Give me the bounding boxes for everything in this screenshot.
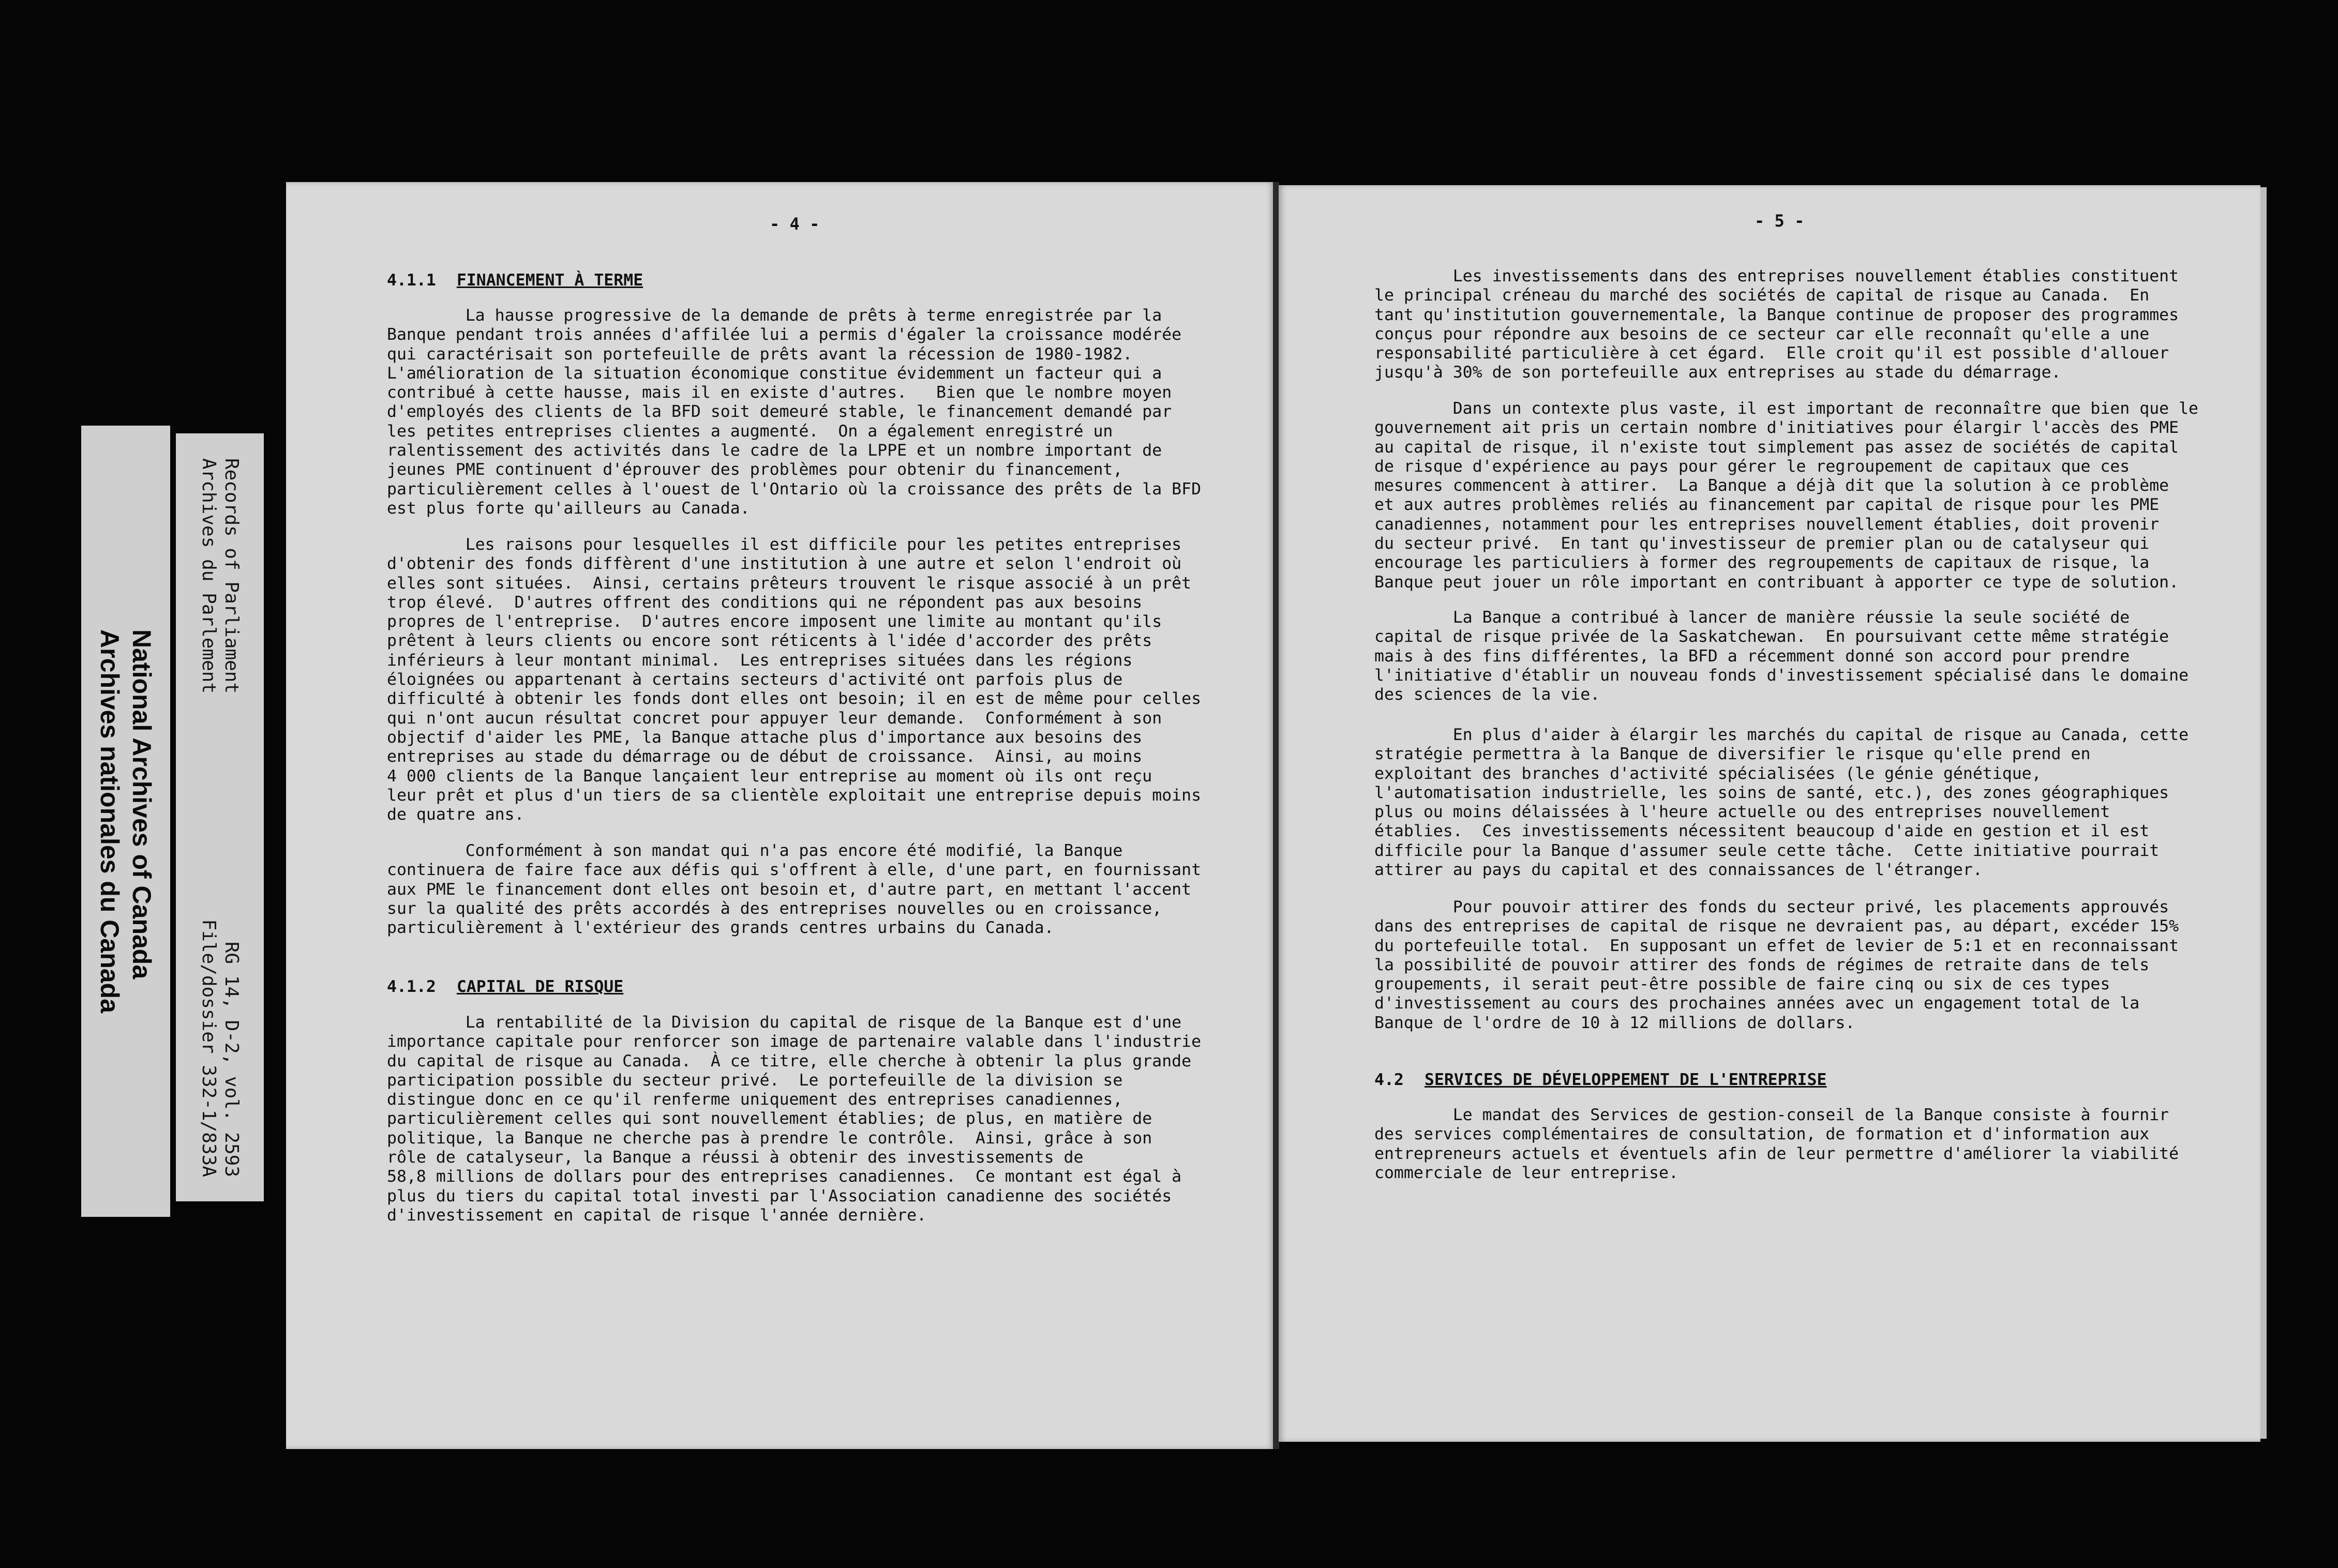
text-line: canadiennes, notamment pour les entreprises nouvellement établies, doit provenir xyxy=(1374,515,2160,534)
text-line: de quatre ans. xyxy=(387,805,524,824)
text-line: particulièrement à l'extérieur des grands centres urbains du Canada. xyxy=(387,918,1054,938)
text-line: attirer au pays du capital et des connaissances de l'étranger. xyxy=(1374,861,1983,880)
records-reference: RG 14, D-2, vol. 2593 xyxy=(221,941,242,1177)
page-edge xyxy=(2260,187,2267,1439)
section-number: 4.1.2 xyxy=(387,977,436,996)
paragraph xyxy=(1374,726,2189,880)
text-line: le principal créneau du marché des sociétés de capital de risque au Canada. En xyxy=(1374,286,2150,305)
text-line: dans des entreprises de capital de risque ne devraient pas, au départ, excéder 15% xyxy=(1374,917,2179,936)
section-number: 4.1.1 xyxy=(387,271,436,290)
text-line: qui n'ont aucun résultat concret pour appuyer leur demande. Conformément à son xyxy=(387,708,1162,728)
text-line: mais à des fins différentes, la BFD a récemment donné son accord pour prendre xyxy=(1374,646,2130,666)
left-page xyxy=(286,182,1274,1449)
text-line: établies. Ces investissements nécessitent beaucoup d'aide en gestion et il est xyxy=(1374,822,2150,841)
text-line: d'investissement en capital de risque l'année dernière. xyxy=(387,1205,927,1225)
text-line: ralentissement des activités dans le cadre de la LPPE et un nombre important de xyxy=(387,441,1162,460)
text-line: prêtent à leurs clients ou encore sont réticents à l'idée d'accorder des prêts xyxy=(387,631,1152,651)
section-number: 4.2 xyxy=(1374,1071,1404,1089)
text-line: inférieurs à leur montant minimal. Les entreprises situées dans les régions xyxy=(387,651,1133,670)
text-line: commerciale de leur entreprise. xyxy=(1374,1163,1678,1182)
text-line: la possibilité de pouvoir attirer des fonds de régimes de retraite dans de tels xyxy=(1374,955,2150,974)
text-line: gouvernement ait pris un certain nombre d'initiatives pour élargir l'accès des PME xyxy=(1374,418,2179,438)
text-line: du secteur privé. En tant qu'investisseur de premier plan ou de catalyseur qui xyxy=(1374,534,2150,553)
text-line: contribué à cette hausse, mais il en existe d'autres. Bien que le nombre moyen xyxy=(387,383,1172,402)
text-line: elles sont situées. Ainsi, certains prêteurs trouvent le risque associé à un prêt xyxy=(387,574,1192,593)
section-title: CAPITAL DE RISQUE xyxy=(456,977,624,996)
page-number: - 5 - xyxy=(1755,211,1805,231)
paragraph xyxy=(1374,898,2179,1033)
text-line: au capital de risque, il n'existe tout simplement pas assez de sociétés de capital xyxy=(1374,438,2179,457)
text-line: mesures commencent à attirer. La Banque a déjà dit que la solution à ce problème xyxy=(1374,476,2169,495)
text-line: groupements, il serait peut-être possible de faire cinq ou six de ces types xyxy=(1374,975,2110,994)
text-line: l'initiative d'établir un nouveau fonds d'investissement spécialisé dans le domaine xyxy=(1374,666,2189,685)
text-line: et aux autres problèmes reliés au financement par capital de risque pour les PME xyxy=(1374,495,2160,515)
text-line: est plus forte qu'ailleurs au Canada. xyxy=(387,499,750,518)
text-line: leur prêt et plus d'un tiers de sa clientèle exploitait une entreprise depuis moins xyxy=(387,786,1202,805)
text-line: plus du tiers du capital total investi par l'Association canadienne des sociétés xyxy=(387,1186,1172,1205)
text-line: exploitant des branches d'activité spécialisées (le génie génétique, xyxy=(1374,764,2042,783)
text-line: plus ou moins délaissées à l'heure actuelle ou des entreprises nouvellement xyxy=(1374,803,2110,822)
text-line: particulièrement celles à l'ouest de l'Ontario où la croissance des prêts de la BFD xyxy=(387,479,1202,499)
paragraph xyxy=(387,841,1201,938)
records-label-text xyxy=(197,458,243,1177)
text-line: Dans un contexte plus vaste, il est important de reconnaître que bien que le xyxy=(1374,399,2199,418)
text-line: difficulté à obtenir les fonds dont elles ont besoin; il en est de même pour celles xyxy=(387,689,1202,708)
text-line: d'employés des clients de la BFD soit demeuré stable, le financement demandé par xyxy=(387,402,1172,421)
text-line: trop élevé. D'autres offrent des conditions qui ne répondent pas aux besoins xyxy=(387,593,1143,612)
text-line: l'automatisation industrielle, les soins de santé, etc.), des zones géographiques xyxy=(1374,783,2169,802)
text-line: En plus d'aider à élargir les marchés du capital de risque au Canada, cette xyxy=(1374,726,2189,744)
text-line: La rentabilité de la Division du capital de risque de la Banque est d'une xyxy=(387,1013,1182,1032)
text-line: propres de l'entreprise. D'autres encore imposent une limite au montant qu'ils xyxy=(387,612,1162,631)
text-line: entreprises au stade du démarrage ou de début de croissance. Ainsi, au moins xyxy=(387,747,1143,766)
text-line: Banque peut jouer un rôle important en contribuant à apporter ce type de solution. xyxy=(1374,572,2179,592)
paragraph xyxy=(1374,267,2179,383)
text-line: entrepreneurs actuels et éventuels afin de leur permettre d'améliorer la viabilité xyxy=(1374,1144,2179,1163)
section-heading-4-1-2 xyxy=(387,977,623,997)
text-line: des sciences de la vie. xyxy=(1374,685,1600,704)
archive-name-fr: Archives nationales du Canada xyxy=(95,629,124,1013)
text-line: 4 000 clients de la Banque lançaient leur entreprise au moment où ils ont reçu xyxy=(387,766,1152,786)
text-line: 58,8 millions de dollars pour des entreprises canadiennes. Ce montant est égal à xyxy=(387,1167,1182,1186)
text-line: aux PME le financement dont elles ont besoin et, d'autre part, en mettant l'accent xyxy=(387,880,1192,899)
right-page xyxy=(1279,185,2260,1442)
text-line: du capital de risque au Canada. À ce titre, elle cherche à obtenir la plus grande xyxy=(387,1051,1192,1071)
records-line-1 xyxy=(220,458,243,1177)
text-line: importance capitale pour renforcer son image de partenaire valable dans l'industrie xyxy=(387,1032,1202,1051)
text-line: politique, la Banque ne cherche pas à prendre le contrôle. Ainsi, grâce à son xyxy=(387,1128,1152,1148)
text-line: les petites entreprises clientes a augmenté. On a également enregistré un xyxy=(387,421,1113,441)
text-line: éloignées ou appartenant à certains secteurs d'activité ont parfois plus de xyxy=(387,670,1123,689)
archive-label-tag xyxy=(81,426,170,1217)
section-heading-4-1-1 xyxy=(387,271,643,290)
paragraph xyxy=(1374,1106,2179,1183)
text-line: distingue donc en ce qu'il renferme uniquement des entreprises canadiennes, xyxy=(387,1090,1123,1109)
text-line: L'amélioration de la situation économique constitue évidemment un facteur qui a xyxy=(387,364,1162,383)
text-line: Le mandat des Services de gestion-conseil de la Banque consiste à fournir xyxy=(1374,1106,2169,1124)
records-name-fr: Archives du Parlement xyxy=(198,458,219,693)
text-line: Les investissements dans des entreprises nouvellement établies constituent xyxy=(1374,267,2179,285)
records-file-number: File/dossier 332-1/833A xyxy=(198,919,219,1177)
text-line: responsabilité particulière à cet égard. Elle croit qu'il est possible d'allouer xyxy=(1374,344,2169,363)
text-line: Conformément à son mandat qui n'a pas encore été modifié, la Banque xyxy=(387,841,1123,860)
records-name-en: Records of Parliament xyxy=(221,458,242,693)
text-line: La Banque a contribué à lancer de manière réussie la seule société de xyxy=(1374,608,2130,627)
text-line: rôle de catalyseur, la Banque a réussi à obtenir des investissements de xyxy=(387,1148,1084,1167)
records-label-tag xyxy=(176,433,264,1201)
paragraph xyxy=(387,306,1201,518)
paragraph xyxy=(1374,399,2198,592)
archive-name-en: National Archives of Canada xyxy=(127,629,156,979)
section-title: SERVICES DE DÉVELOPPEMENT DE L'ENTREPRISE xyxy=(1424,1071,1827,1089)
text-line: du portefeuille total. En supposant un effet de levier de 5:1 et en reconnaissant xyxy=(1374,936,2179,955)
paragraph xyxy=(387,1013,1201,1225)
text-line: d'investissement au cours des prochaines années avec un engagement total de la xyxy=(1374,994,2140,1013)
text-line: jusqu'à 30% de son portefeuille aux entreprises au stade du démarrage. xyxy=(1374,363,2061,382)
paragraph xyxy=(1374,608,2189,704)
paragraph xyxy=(387,535,1201,824)
text-line: encourage les particuliers à former des regroupements de capitaux de risque, la xyxy=(1374,553,2150,572)
text-line: continuera de faire face aux défis qui s'offrent à elle, d'une part, en fournissant xyxy=(387,861,1202,880)
section-heading-4-2 xyxy=(1374,1071,1826,1090)
text-line: Les raisons pour lesquelles il est difficile pour les petites entreprises xyxy=(387,535,1182,554)
text-line: objectif d'aider les PME, la Banque attache plus d'importance aux besoins des xyxy=(387,728,1143,747)
text-line: jeunes PME continuent d'éprouver des problèmes pour obtenir du financement, xyxy=(387,460,1123,479)
text-line: Banque de l'ordre de 10 à 12 millions de dollars. xyxy=(1374,1013,1855,1032)
text-line: Pour pouvoir attirer des fonds du secteur privé, les placements approuvés xyxy=(1374,898,2169,916)
text-line: tant qu'institution gouvernementale, la Banque continue de proposer des programmes xyxy=(1374,305,2179,324)
text-line: stratégie permettra à la Banque de diversifier le risque qu'elle prend en xyxy=(1374,745,2091,764)
text-line: de risque d'expérience au pays pour gérer le regroupement de capitaux que ces xyxy=(1374,457,2130,476)
records-line-2 xyxy=(197,458,220,1177)
text-line: qui caractérisait son portefeuille de prêts avant la récession de 1980-1982. xyxy=(387,344,1133,364)
text-line: La hausse progressive de la demande de prêts à terme enregistrée par la xyxy=(387,306,1162,325)
text-line: participation possible du secteur privé. Le portefeuille de la division se xyxy=(387,1071,1123,1090)
section-title: FINANCEMENT À TERME xyxy=(456,271,643,290)
text-line: d'obtenir des fonds diffèrent d'une institution à une autre et selon l'endroit où xyxy=(387,554,1182,574)
text-line: difficile pour la Banque d'assumer seule cette tâche. Cette initiative pourrait xyxy=(1374,841,2160,860)
text-line: conçus pour répondre aux besoins de ce secteur car elle reconnaît qu'elle a une xyxy=(1374,324,2150,343)
text-line: capital de risque privée de la Saskatchewan. En poursuivant cette même stratégie xyxy=(1374,627,2169,646)
page-number: - 4 - xyxy=(770,214,820,234)
text-line: particulièrement celles qui sont nouvellement établies; de plus, en matière de xyxy=(387,1109,1152,1128)
text-line: Banque pendant trois années d'affilée lui a permis d'égaler la croissance modérée xyxy=(387,325,1182,344)
archive-label-text xyxy=(94,629,158,1013)
text-line: sur la qualité des prêts accordés à des entreprises nouvelles ou en croissance, xyxy=(387,899,1162,918)
text-line: des services complémentaires de consultation, de formation et d'information aux xyxy=(1374,1125,2150,1144)
